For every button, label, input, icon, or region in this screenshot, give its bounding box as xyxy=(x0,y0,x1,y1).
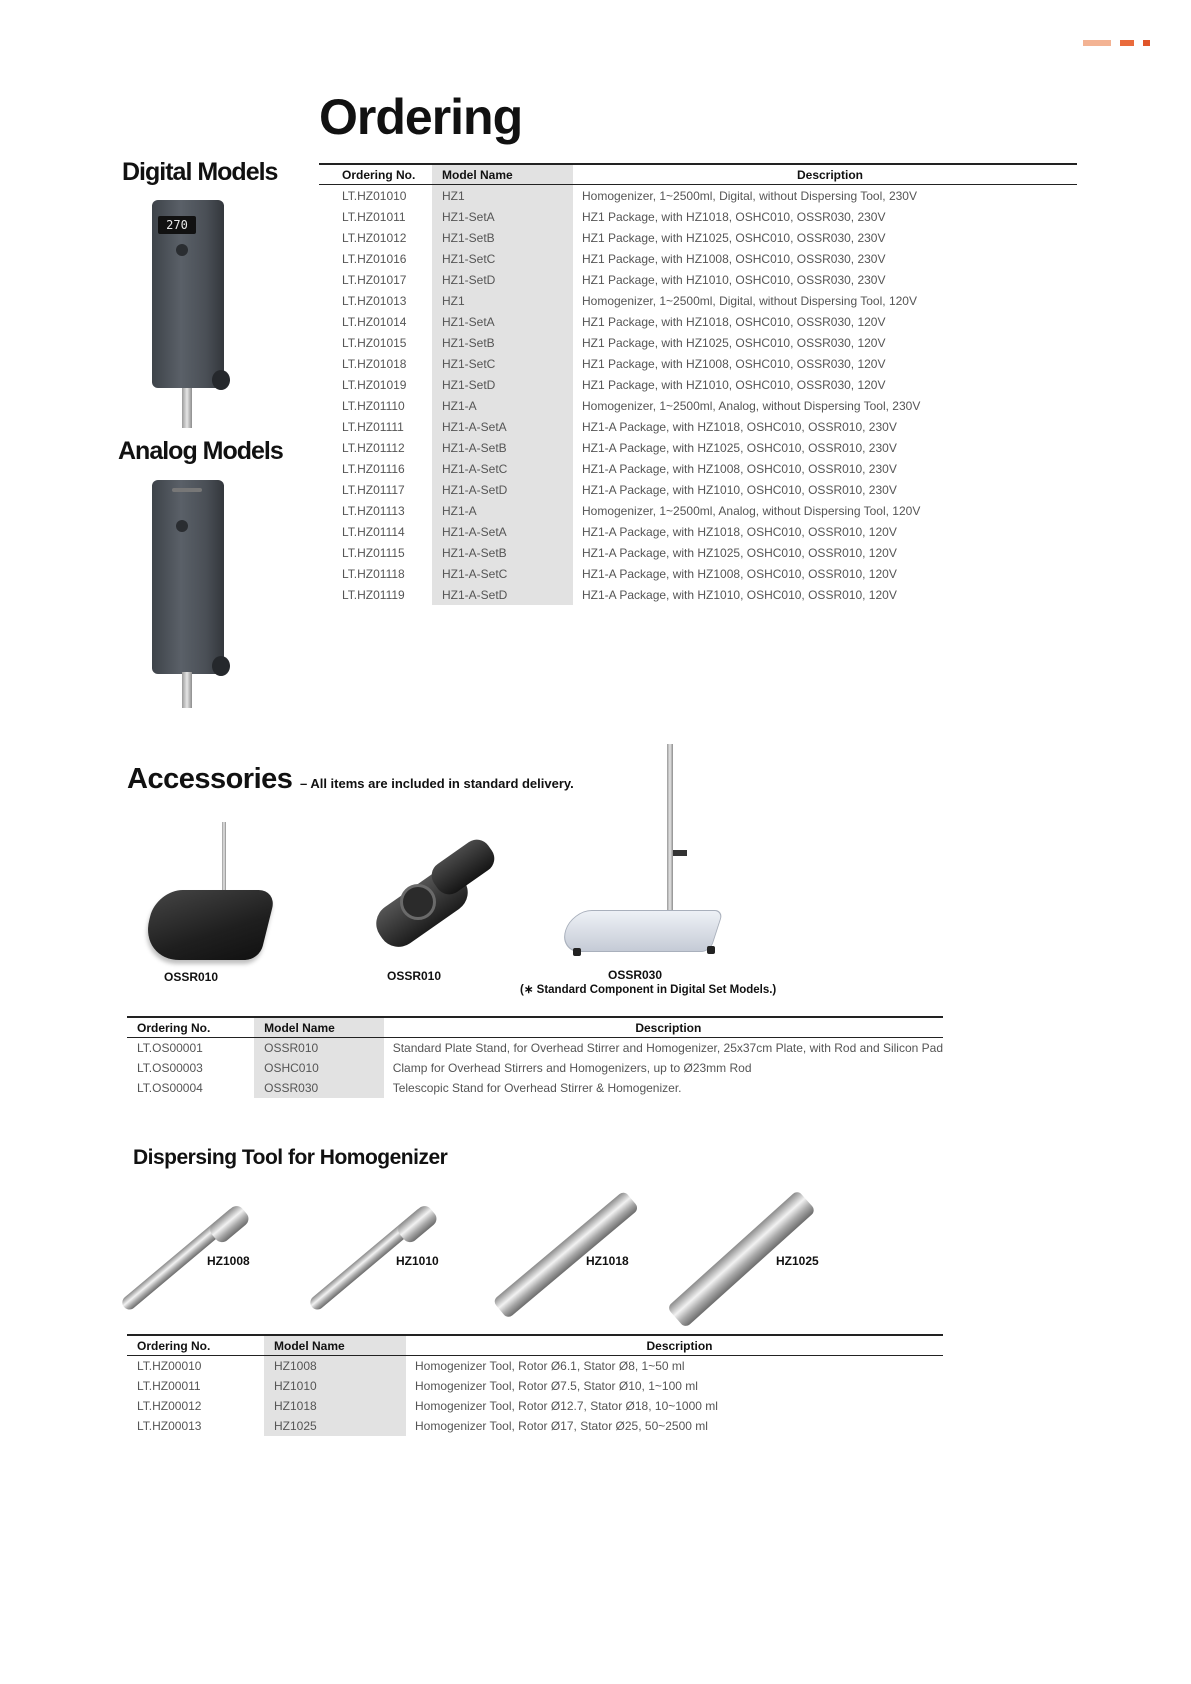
cell-model-name: HZ1-A xyxy=(432,500,573,521)
page-title: Ordering xyxy=(319,89,523,145)
cell-ordering-no: LT.HZ01012 xyxy=(342,230,407,245)
cell-ordering-no: LT.HZ01110 xyxy=(342,398,405,413)
cell-model-name: HZ1 xyxy=(432,185,573,207)
dispersing-table xyxy=(127,1334,943,1436)
decor-bar-1 xyxy=(1083,40,1111,46)
hz1008-tool-image xyxy=(110,1180,270,1320)
cell-ordering-no: LT.HZ00011 xyxy=(137,1379,201,1393)
table-row xyxy=(319,584,1077,605)
cell-ordering-no: LT.HZ01117 xyxy=(342,482,405,497)
column-header-ordering-no: Ordering No. xyxy=(127,1335,264,1356)
cell-description: HZ1 Package, with HZ1008, OSHC010, OSSR030, 120V xyxy=(582,356,886,371)
table-row xyxy=(319,206,1077,227)
analog-models-label: Analog Models xyxy=(118,437,283,465)
cell-description: Clamp for Overhead Stirrers and Homogenizers, up to Ø23mm Rod xyxy=(392,1061,752,1075)
cell-ordering-no: LT.HZ01119 xyxy=(342,587,405,602)
cell-description: Homogenizer, 1~2500ml, Digital, without Dispersing Tool, 120V xyxy=(582,293,917,308)
cell-description: HZ1-A Package, with HZ1018, OSHC010, OSSR010, 230V xyxy=(582,419,897,434)
table-row xyxy=(319,374,1077,395)
cell-description: HZ1-A Package, with HZ1008, OSHC010, OSSR010, 120V xyxy=(582,566,897,581)
cell-ordering-no: LT.OS00001 xyxy=(137,1041,203,1055)
cell-model-name: HZ1-SetA xyxy=(432,311,573,332)
cell-description: Homogenizer Tool, Rotor Ø6.1, Stator Ø8, 1~50 ml xyxy=(415,1359,685,1373)
cell-description: Homogenizer, 1~2500ml, Digital, without Dispersing Tool, 230V xyxy=(582,188,917,203)
tool-label-hz1018: HZ1018 xyxy=(586,1254,629,1268)
cell-model-name: HZ1-A-SetC xyxy=(432,563,573,584)
accessory-note: (∗ Standard Component in Digital Set Models.) xyxy=(520,984,777,996)
cell-description: HZ1 Package, with HZ1025, OSHC010, OSSR030, 230V xyxy=(582,230,886,245)
cell-ordering-no: LT.HZ01010 xyxy=(342,188,407,203)
ossr010-plate-stand-image xyxy=(140,820,280,970)
cell-model-name: OSSR010 xyxy=(254,1038,384,1059)
cell-ordering-no: LT.HZ01112 xyxy=(342,440,405,455)
table-row xyxy=(319,521,1077,542)
ordering-table xyxy=(319,163,1077,605)
decor-bar-2 xyxy=(1120,40,1134,46)
table-row xyxy=(319,437,1077,458)
cell-model-name: HZ1025 xyxy=(264,1416,406,1436)
cell-ordering-no: LT.HZ01011 xyxy=(342,209,406,224)
accessory-label-1: OSSR010 xyxy=(164,970,219,984)
table-header-row xyxy=(127,1017,943,1038)
cell-model-name: HZ1-A-SetC xyxy=(432,458,573,479)
cell-description: HZ1-A Package, with HZ1008, OSHC010, OSSR010, 230V xyxy=(582,461,897,476)
accessories-heading: Accessories xyxy=(127,763,293,795)
cell-description: Standard Plate Stand, for Overhead Stirrer and Homogenizer, 25x37cm Plate, with Rod and Silicon Pad xyxy=(392,1041,943,1055)
decor-bar-3 xyxy=(1143,40,1150,46)
cell-description: HZ1-A Package, with HZ1018, OSHC010, OSSR010, 120V xyxy=(582,524,897,539)
table-row xyxy=(319,458,1077,479)
accessories-title xyxy=(127,763,574,796)
ossr030-telescopic-stand-image xyxy=(555,742,735,962)
cell-model-name: HZ1-SetC xyxy=(432,353,573,374)
cell-description: HZ1-A Package, with HZ1010, OSHC010, OSSR010, 230V xyxy=(582,482,897,497)
cell-description: HZ1 Package, with HZ1025, OSHC010, OSSR030, 120V xyxy=(582,335,886,350)
table-row xyxy=(319,353,1077,374)
cell-description: HZ1 Package, with HZ1018, OSHC010, OSSR030, 120V xyxy=(582,314,886,329)
cell-model-name: OSHC010 xyxy=(254,1058,384,1078)
cell-model-name: HZ1-A xyxy=(432,395,573,416)
column-header-model-name: Model Name xyxy=(254,1017,384,1038)
cell-model-name: HZ1010 xyxy=(264,1376,406,1396)
accessories-subtitle: – All items are included in standard delivery. xyxy=(299,776,574,791)
cell-ordering-no: LT.HZ01114 xyxy=(342,524,405,539)
table-row xyxy=(319,542,1077,563)
cell-description: Homogenizer Tool, Rotor Ø7.5, Stator Ø10, 1~100 ml xyxy=(415,1379,698,1393)
cell-model-name: HZ1018 xyxy=(264,1396,406,1416)
hz1010-tool-image xyxy=(298,1180,458,1320)
cell-description: Homogenizer, 1~2500ml, Analog, without Dispersing Tool, 230V xyxy=(582,398,921,413)
cell-description: Homogenizer, 1~2500ml, Analog, without Dispersing Tool, 120V xyxy=(582,503,921,518)
cell-description: Telescopic Stand for Overhead Stirrer & Homogenizer. xyxy=(392,1081,682,1095)
column-header-ordering-no: Ordering No. xyxy=(319,164,432,185)
cell-ordering-no: LT.HZ01018 xyxy=(342,356,407,371)
cell-description: HZ1 Package, with HZ1010, OSHC010, OSSR030, 230V xyxy=(582,272,886,287)
table-row xyxy=(127,1078,943,1098)
cell-ordering-no: LT.HZ00013 xyxy=(137,1419,202,1433)
table-row xyxy=(319,227,1077,248)
digital-display: 270 xyxy=(158,216,196,234)
cell-description: Homogenizer Tool, Rotor Ø17, Stator Ø25, 50~2500 ml xyxy=(415,1419,708,1433)
cell-model-name: HZ1-SetA xyxy=(432,206,573,227)
table-row xyxy=(319,185,1077,207)
table-row xyxy=(127,1356,943,1377)
cell-description: Homogenizer Tool, Rotor Ø12.7, Stator Ø18, 10~1000 ml xyxy=(415,1399,718,1413)
cell-model-name: HZ1-A-SetD xyxy=(432,584,573,605)
cell-model-name: HZ1-SetD xyxy=(432,374,573,395)
dispersing-title: Dispersing Tool for Homogenizer xyxy=(133,1146,448,1169)
table-row xyxy=(319,416,1077,437)
hz1018-tool-image xyxy=(490,1180,660,1320)
table-row xyxy=(127,1038,943,1059)
table-row xyxy=(319,290,1077,311)
analog-homogenizer-image xyxy=(148,476,258,708)
table-row xyxy=(319,479,1077,500)
tool-label-hz1010: HZ1010 xyxy=(396,1254,439,1268)
cell-ordering-no: LT.OS00003 xyxy=(137,1061,203,1075)
cell-model-name: HZ1-SetC xyxy=(432,248,573,269)
cell-model-name: HZ1-SetB xyxy=(432,227,573,248)
column-header-description: Description xyxy=(573,164,1077,185)
cell-model-name: OSSR030 xyxy=(254,1078,384,1098)
oshc010-clamp-image xyxy=(360,840,510,960)
cell-description: HZ1-A Package, with HZ1025, OSHC010, OSSR010, 120V xyxy=(582,545,897,560)
table-row xyxy=(127,1058,943,1078)
table-row xyxy=(127,1376,943,1396)
column-header-model-name: Model Name xyxy=(432,164,573,185)
column-header-model-name: Model Name xyxy=(264,1335,406,1356)
tool-label-hz1008: HZ1008 xyxy=(207,1254,250,1268)
table-header-row xyxy=(319,164,1077,185)
cell-ordering-no: LT.HZ01016 xyxy=(342,251,407,266)
table-row xyxy=(319,269,1077,290)
cell-description: HZ1 Package, with HZ1010, OSHC010, OSSR030, 120V xyxy=(582,377,886,392)
cell-ordering-no: LT.HZ01113 xyxy=(342,503,405,518)
cell-model-name: HZ1-A-SetD xyxy=(432,479,573,500)
table-row xyxy=(319,248,1077,269)
cell-ordering-no: LT.HZ00010 xyxy=(137,1359,202,1373)
cell-ordering-no: LT.HZ00012 xyxy=(137,1399,202,1413)
cell-ordering-no: LT.HZ01019 xyxy=(342,377,407,392)
cell-description: HZ1 Package, with HZ1008, OSHC010, OSSR030, 230V xyxy=(582,251,886,266)
cell-ordering-no: LT.HZ01115 xyxy=(342,545,405,560)
cell-description: HZ1 Package, with HZ1018, OSHC010, OSSR030, 230V xyxy=(582,209,886,224)
cell-ordering-no: LT.HZ01111 xyxy=(342,419,404,434)
table-header-row xyxy=(127,1335,943,1356)
cell-ordering-no: LT.HZ01116 xyxy=(342,461,405,476)
table-row xyxy=(319,332,1077,353)
cell-model-name: HZ1-SetD xyxy=(432,269,573,290)
cell-model-name: HZ1008 xyxy=(264,1356,406,1377)
accessory-label-3: OSSR030 xyxy=(608,968,663,982)
cell-ordering-no: LT.HZ01013 xyxy=(342,293,407,308)
cell-ordering-no: LT.HZ01017 xyxy=(342,272,407,287)
cell-description: HZ1-A Package, with HZ1010, OSHC010, OSSR010, 120V xyxy=(582,587,897,602)
cell-ordering-no: LT.HZ01118 xyxy=(342,566,405,581)
cell-model-name: HZ1-A-SetA xyxy=(432,416,573,437)
table-row xyxy=(319,311,1077,332)
cell-ordering-no: LT.HZ01014 xyxy=(342,314,407,329)
table-row xyxy=(127,1416,943,1436)
table-row xyxy=(319,563,1077,584)
cell-model-name: HZ1-A-SetB xyxy=(432,542,573,563)
column-header-description: Description xyxy=(384,1017,943,1038)
cell-model-name: HZ1-A-SetA xyxy=(432,521,573,542)
accessory-label-2: OSSR010 xyxy=(387,969,442,983)
cell-ordering-no: LT.HZ01015 xyxy=(342,335,407,350)
digital-homogenizer-image xyxy=(148,196,258,428)
table-row xyxy=(319,500,1077,521)
digital-models-label: Digital Models xyxy=(122,158,278,186)
cell-ordering-no: LT.OS00004 xyxy=(137,1081,203,1095)
table-row xyxy=(127,1396,943,1416)
accessories-table xyxy=(127,1016,943,1098)
tool-label-hz1025: HZ1025 xyxy=(776,1254,819,1268)
cell-model-name: HZ1-A-SetB xyxy=(432,437,573,458)
cell-description: HZ1-A Package, with HZ1025, OSHC010, OSSR010, 230V xyxy=(582,440,897,455)
column-header-ordering-no: Ordering No. xyxy=(127,1017,254,1038)
cell-model-name: HZ1 xyxy=(432,290,573,311)
cell-model-name: HZ1-SetB xyxy=(432,332,573,353)
column-header-description: Description xyxy=(406,1335,943,1356)
table-row xyxy=(319,395,1077,416)
